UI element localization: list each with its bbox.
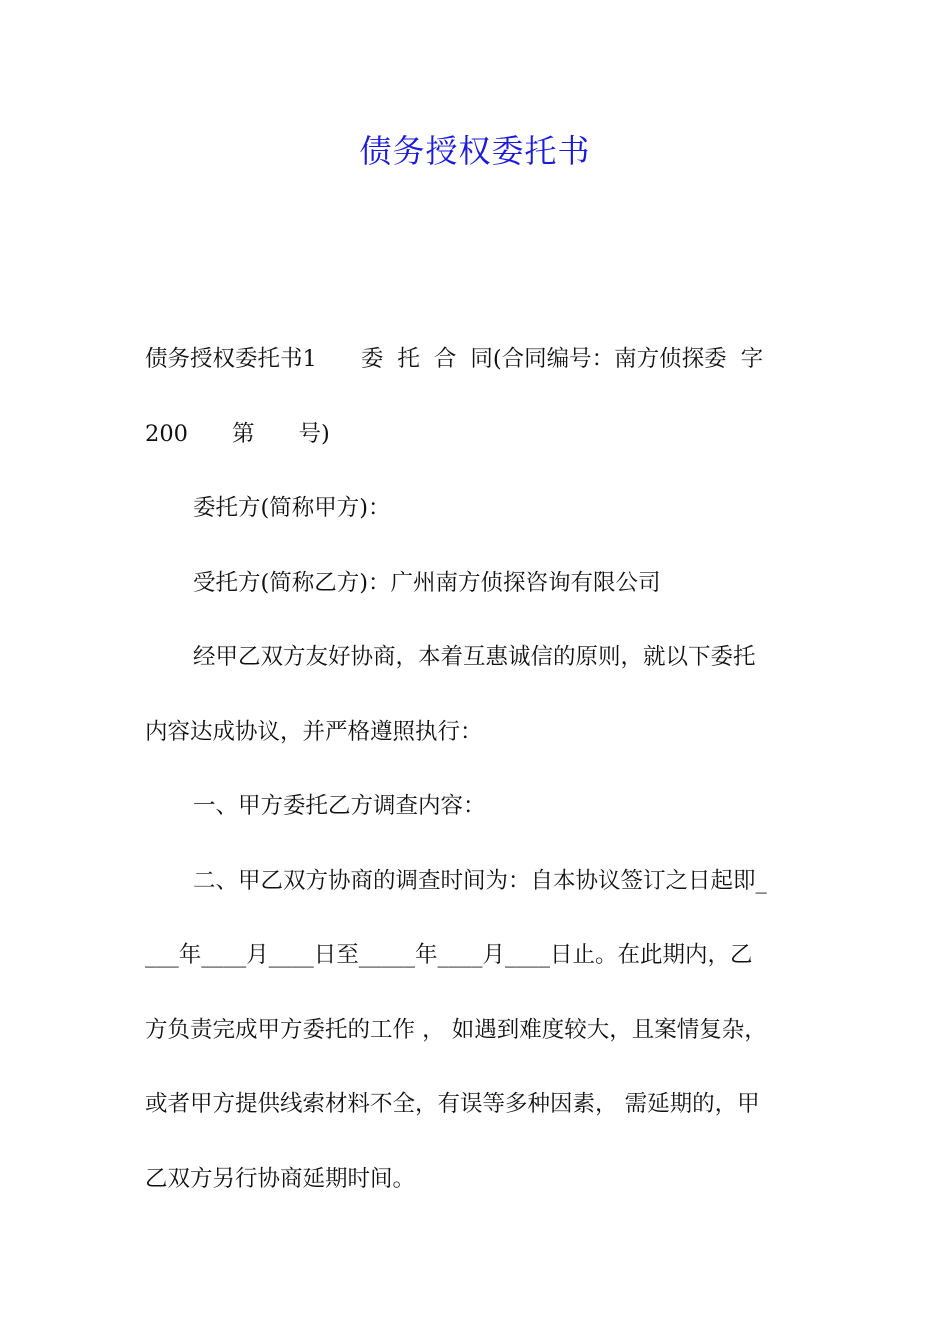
contract-char-1: 委 (360, 346, 384, 372)
contract-number-label: 同(合同编号：南方侦探委 (470, 346, 727, 372)
paragraph-line: 内容达成协议，并严格遵照执行： (145, 718, 483, 745)
contract-number-line (145, 397, 807, 472)
contract-char-2: 托 (397, 346, 420, 372)
paragraph-line: 经甲乙双方友好协商，本着互惠诚信的原则，就以下委托 (193, 644, 756, 670)
paragraph-line: 方负责完成甲方委托的工作 ， 如遇到难度较大，且案情复杂， (145, 1016, 767, 1043)
document-body (145, 322, 807, 1216)
clause-two-line: 二、甲乙双方协商的调查时间为：自本协议签订之日起即_ (193, 867, 767, 894)
client-line: 委托方(简称甲方)： (193, 495, 391, 521)
contract-char-hao: 号) (298, 420, 330, 447)
contract-char-di: 第 (231, 420, 255, 447)
doc-ref: 债务授权委托书1 (145, 346, 317, 372)
clause-one-line: 一、甲方委托乙方调查内容： (193, 793, 486, 819)
contract-char-3: 合 (433, 346, 457, 372)
agent-line: 受托方(简称乙方)：广州南方侦探咨询有限公司 (193, 569, 661, 596)
contract-header-line (145, 322, 807, 397)
paragraph-line: 乙双方另行协商延期时间。 (145, 1165, 416, 1192)
contract-char-zi: 字 (740, 346, 764, 372)
contract-year: 200 (145, 420, 188, 447)
paragraph-line: ___年____月____日至_____年____月____日止。在此期内，乙 (145, 942, 753, 968)
paragraph-line: 或者甲方提供线索材料不全，有误等多种因素， 需延期的，甲 (145, 1091, 760, 1117)
document-title: 债务授权委托书 (359, 132, 591, 170)
